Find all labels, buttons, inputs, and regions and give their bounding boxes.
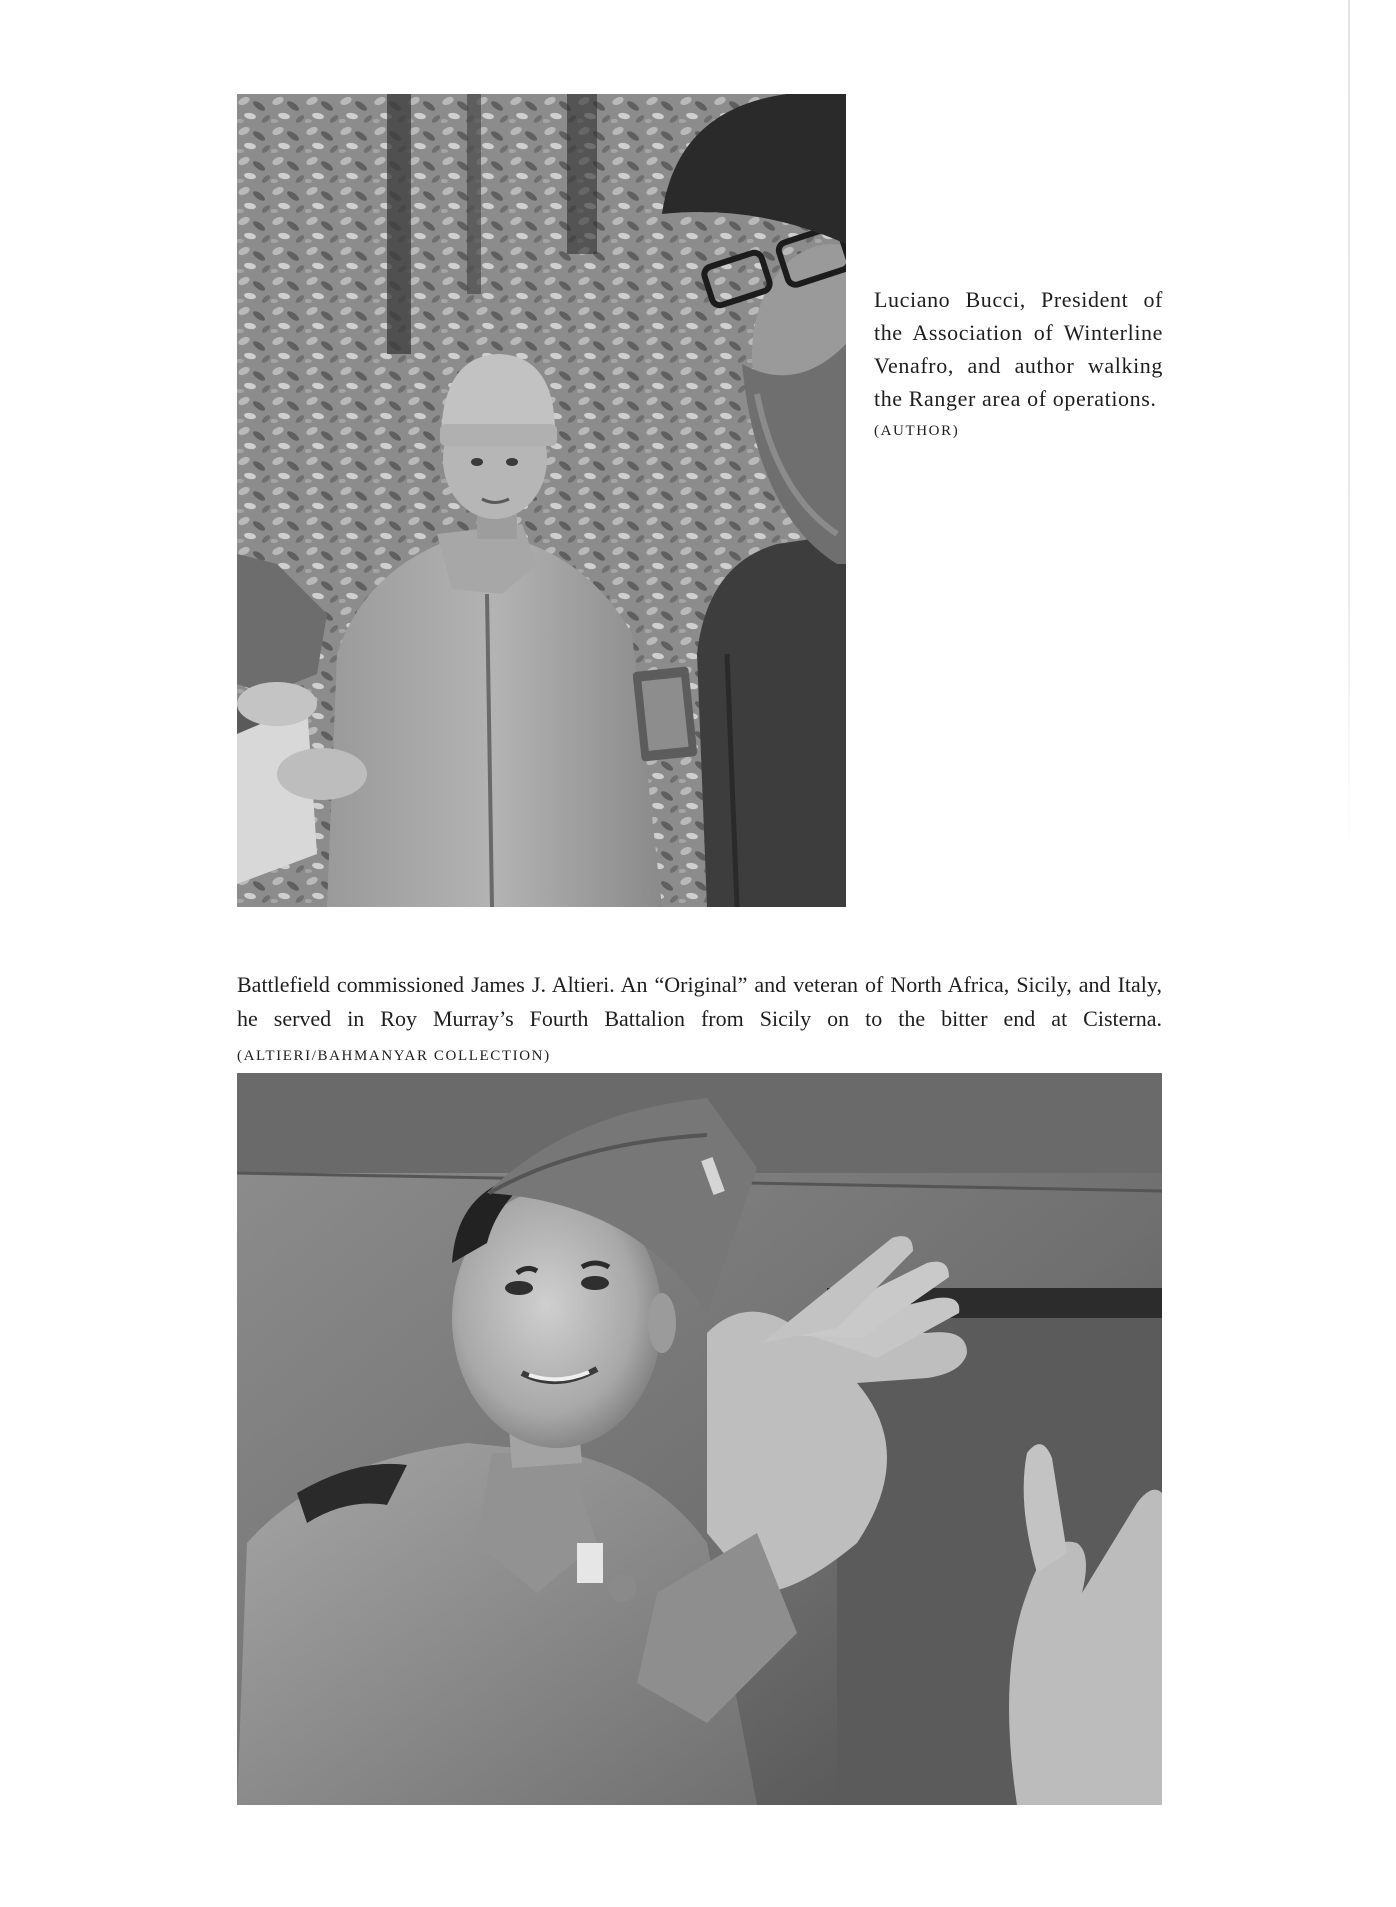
caption-top	[874, 283, 1163, 448]
caption-top-credit: (AUTHOR)	[874, 423, 960, 439]
page-edge-shadow	[1348, 0, 1350, 860]
caption-bottom-credit: (ALTIERI/BAHMANYAR COLLECTION)	[237, 1048, 551, 1064]
caption-top-text: Luciano Bucci, President of the Association of Winterline Venafro, and author walking the Ranger area of operations.	[874, 287, 1163, 411]
caption-bottom-text: Battlefield commissioned James J. Altieri. An “Original” and veteran of North Africa, Sicily, and Italy, he served in Roy Murray’s Fourth Battalion from Sicily on to the bitter end at Cisterna.	[237, 972, 1162, 1031]
photo-james-altieri	[237, 1073, 1162, 1805]
caption-bottom	[237, 968, 1162, 1073]
photo-bucci-and-author	[237, 94, 846, 907]
photo-bucci-and-author-image	[237, 94, 846, 907]
photo-james-altieri-image	[237, 1073, 1162, 1805]
